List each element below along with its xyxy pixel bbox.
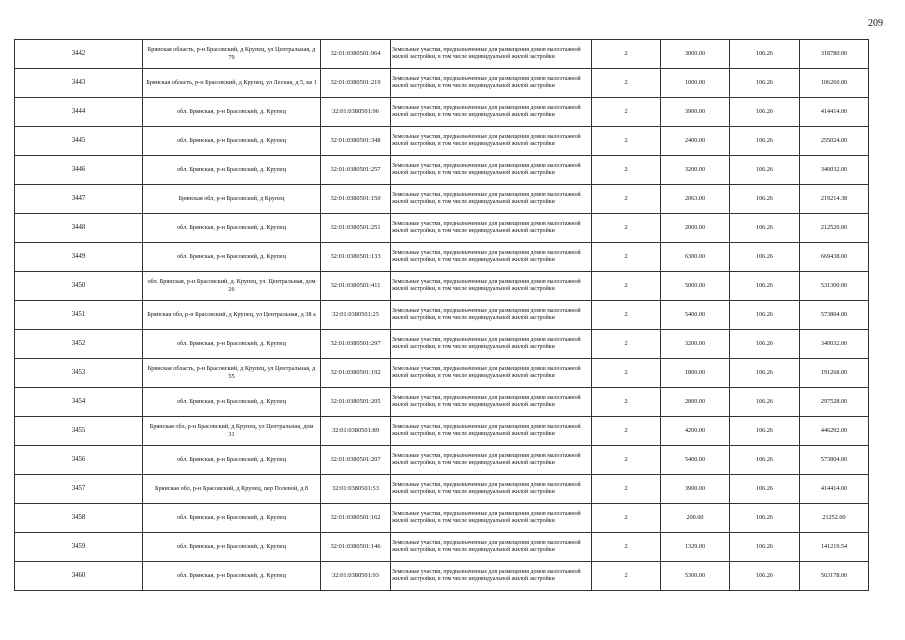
cell-specific-value: 106.26 [730,98,800,127]
cell-group: 2 [592,417,661,446]
cell-cadastral-number: 32:01:0380501:411 [321,272,391,301]
cell-address: обл. Брянская, р-н Брасовский, д. Крупец [143,127,321,156]
cell-land-use: Земельные участки, предназначенные для размещения домов малоэтажной жилой застройки, в том числе индивидуальной жилой застройки [391,127,592,156]
cell-land-use: Земельные участки, предназначенные для размещения домов малоэтажной жилой застройки, в том числе индивидуальной жилой застройки [391,243,592,272]
cell-row-number: 3449 [15,243,143,272]
cell-cadastral-number: 32:01:0380501:207 [321,446,391,475]
cell-cadastral-value: 255024.00 [800,127,869,156]
table-row [15,504,869,533]
cell-cadastral-value: 446292.00 [800,417,869,446]
cell-area: 5300.00 [661,562,730,591]
cell-row-number: 3455 [15,417,143,446]
cell-land-use: Земельные участки, предназначенные для размещения домов малоэтажной жилой застройки, в том числе индивидуальной жилой застройки [391,156,592,185]
table-row [15,475,869,504]
cell-specific-value: 106.26 [730,388,800,417]
table-row [15,127,869,156]
cell-cadastral-value: 212520.00 [800,214,869,243]
table-row [15,417,869,446]
table-row [15,562,869,591]
cell-cadastral-value: 141219.54 [800,533,869,562]
cell-address: обл. Брянская, р-н Брасовский, д. Крупец [143,562,321,591]
cell-address: обл. Брянская, р-н Брасовский, д. Крупец [143,330,321,359]
cell-area: 3200.00 [661,156,730,185]
cell-cadastral-number: 32:01:0380501:192 [321,359,391,388]
cell-land-use: Земельные участки, предназначенные для размещения домов малоэтажной жилой застройки, в том числе индивидуальной жилой застройки [391,446,592,475]
cell-row-number: 3452 [15,330,143,359]
cell-group: 2 [592,40,661,69]
cell-cadastral-value: 531300.00 [800,272,869,301]
cell-land-use: Земельные участки, предназначенные для размещения домов малоэтажной жилой застройки, в том числе индивидуальной жилой застройки [391,301,592,330]
cell-group: 2 [592,562,661,591]
cell-address: обл. Брянская, р-н Брасовский, д. Крупец [143,446,321,475]
cell-cadastral-number: 32:01:0380501:150 [321,185,391,214]
cell-cadastral-value: 106260.00 [800,69,869,98]
cell-group: 2 [592,475,661,504]
cell-specific-value: 106.26 [730,504,800,533]
table-row [15,359,869,388]
cell-row-number: 3445 [15,127,143,156]
cell-address: Брянская обл, р-н Брасовский, д Крупец, пер Полевой, д 8 [143,475,321,504]
cell-land-use: Земельные участки, предназначенные для размещения домов малоэтажной жилой застройки, в том числе индивидуальной жилой застройки [391,272,592,301]
cell-cadastral-number: 32:01:0380501:251 [321,214,391,243]
cell-cadastral-value: 318780.00 [800,40,869,69]
cell-specific-value: 106.26 [730,417,800,446]
page-number: 209 [868,18,883,29]
cell-cadastral-value: 219214.38 [800,185,869,214]
cell-row-number: 3451 [15,301,143,330]
cell-land-use: Земельные участки, предназначенные для размещения домов малоэтажной жилой застройки, в том числе индивидуальной жилой застройки [391,214,592,243]
cell-row-number: 3448 [15,214,143,243]
table-row [15,388,869,417]
cell-cadastral-value: 340032.00 [800,156,869,185]
cell-group: 2 [592,446,661,475]
table-row [15,243,869,272]
cell-row-number: 3450 [15,272,143,301]
cell-area: 5400.00 [661,301,730,330]
cell-cadastral-value: 297528.00 [800,388,869,417]
cell-group: 2 [592,185,661,214]
table-row [15,185,869,214]
cell-group: 2 [592,301,661,330]
cell-area: 2800.00 [661,388,730,417]
cell-cadastral-value: 414414.00 [800,98,869,127]
cell-land-use: Земельные участки, предназначенные для размещения домов малоэтажной жилой застройки, в том числе индивидуальной жилой застройки [391,562,592,591]
cell-row-number: 3458 [15,504,143,533]
cell-row-number: 3457 [15,475,143,504]
cell-address: Брянская обл, р-н Брасовский, д Крупец, ул Центральная, д 38 а [143,301,321,330]
cell-address: обл. Брянская, р-н Брасовский, д. Крупец [143,156,321,185]
cell-group: 2 [592,127,661,156]
cell-address: обл. Брянская, р-н Брасовский, д. Крупец, ул. Центральная, дом 26 [143,272,321,301]
cell-area: 4200.00 [661,417,730,446]
cell-cadastral-value: 573804.00 [800,301,869,330]
cell-area: 5400.00 [661,446,730,475]
cell-cadastral-value: 21252.00 [800,504,869,533]
cell-cadastral-number: 32:01:0380501:205 [321,388,391,417]
cell-cadastral-number: 32:01:0380501:96 [321,98,391,127]
cell-land-use: Земельные участки, предназначенные для размещения домов малоэтажной жилой застройки, в том числе индивидуальной жилой застройки [391,475,592,504]
cell-group: 2 [592,156,661,185]
cell-row-number: 3447 [15,185,143,214]
cell-cadastral-number: 32:01:0380501:53 [321,475,391,504]
cell-specific-value: 106.26 [730,185,800,214]
cell-area: 2063.00 [661,185,730,214]
cell-address: обл. Брянская, р-н Брасовский, д. Крупец [143,98,321,127]
cell-address: Брянская обл, р-н Брасовский, д Крупец [143,185,321,214]
cell-area: 6300.00 [661,243,730,272]
cell-land-use: Земельные участки, предназначенные для размещения домов малоэтажной жилой застройки, в том числе индивидуальной жилой застройки [391,69,592,98]
cell-area: 1000.00 [661,69,730,98]
cell-cadastral-number: 32:01:0380501:93 [321,562,391,591]
cell-specific-value: 106.26 [730,40,800,69]
cell-cadastral-value: 191268.00 [800,359,869,388]
table-row [15,533,869,562]
table-row [15,214,869,243]
cell-row-number: 3456 [15,446,143,475]
cell-cadastral-number: 32:01:0380501:219 [321,69,391,98]
cell-cadastral-number: 32:01:0380501:348 [321,127,391,156]
cell-land-use: Земельные участки, предназначенные для размещения домов малоэтажной жилой застройки, в том числе индивидуальной жилой застройки [391,359,592,388]
cell-address: обл. Брянская, р-н Брасовский, д. Крупец [143,214,321,243]
cell-land-use: Земельные участки, предназначенные для размещения домов малоэтажной жилой застройки, в том числе индивидуальной жилой застройки [391,185,592,214]
cell-area: 1800.00 [661,359,730,388]
cell-specific-value: 106.26 [730,446,800,475]
cell-address: обл. Брянская, р-н Брасовский, д. Крупец [143,388,321,417]
cell-area: 200.00 [661,504,730,533]
cell-cadastral-number: 32:01:0380501:146 [321,533,391,562]
cell-area: 3900.00 [661,475,730,504]
cell-land-use: Земельные участки, предназначенные для размещения домов малоэтажной жилой застройки, в том числе индивидуальной жилой застройки [391,388,592,417]
cell-row-number: 3444 [15,98,143,127]
cell-cadastral-number: 32:01:0380501:964 [321,40,391,69]
cell-specific-value: 106.26 [730,272,800,301]
cell-area: 3200.00 [661,330,730,359]
table-row [15,69,869,98]
cell-specific-value: 106.26 [730,127,800,156]
cell-specific-value: 106.26 [730,214,800,243]
cell-area: 5000.00 [661,272,730,301]
cell-group: 2 [592,69,661,98]
cell-group: 2 [592,98,661,127]
table-row [15,98,869,127]
land-parcels-table [14,39,869,591]
cell-address: Брянская область, р-н Брасовский, д Крупец, ул Центральная, д 55 [143,359,321,388]
cell-address: Брянская область, р-н Брасовский, д Крупец, ул Центральная, д 79 [143,40,321,69]
cell-row-number: 3460 [15,562,143,591]
cell-group: 2 [592,533,661,562]
cell-row-number: 3453 [15,359,143,388]
cell-group: 2 [592,272,661,301]
cell-row-number: 3446 [15,156,143,185]
cell-cadastral-number: 32:01:0380501:89 [321,417,391,446]
cell-area: 2000.00 [661,214,730,243]
cell-land-use: Земельные участки, предназначенные для размещения домов малоэтажной жилой застройки, в том числе индивидуальной жилой застройки [391,98,592,127]
cell-specific-value: 106.26 [730,301,800,330]
cell-row-number: 3454 [15,388,143,417]
cell-group: 2 [592,330,661,359]
cell-specific-value: 106.26 [730,243,800,272]
cell-address: обл. Брянская, р-н Брасовский, д. Крупец [143,243,321,272]
cell-address: Брянская обл, р-н Брасовский, д Крупец, ул Центральная, дом 31 [143,417,321,446]
cell-area: 2400.00 [661,127,730,156]
cell-specific-value: 106.26 [730,156,800,185]
table-row [15,272,869,301]
cell-cadastral-value: 563178.00 [800,562,869,591]
cell-address: обл. Брянская, р-н Брасовский, д. Крупец [143,533,321,562]
cell-land-use: Земельные участки, предназначенные для размещения домов малоэтажной жилой застройки, в том числе индивидуальной жилой застройки [391,533,592,562]
cell-specific-value: 106.26 [730,475,800,504]
table-row [15,301,869,330]
cell-cadastral-value: 340032.00 [800,330,869,359]
cell-address: обл. Брянская, р-н Брасовский, д. Крупец [143,504,321,533]
table-row [15,40,869,69]
cell-group: 2 [592,359,661,388]
cell-cadastral-number: 32:01:0380501:257 [321,156,391,185]
cell-land-use: Земельные участки, предназначенные для размещения домов малоэтажной жилой застройки, в том числе индивидуальной жилой застройки [391,417,592,446]
cell-group: 2 [592,504,661,533]
cell-row-number: 3459 [15,533,143,562]
cell-group: 2 [592,214,661,243]
cell-group: 2 [592,243,661,272]
cell-cadastral-value: 669438.00 [800,243,869,272]
cell-specific-value: 106.26 [730,330,800,359]
cell-land-use: Земельные участки, предназначенные для размещения домов малоэтажной жилой застройки, в том числе индивидуальной жилой застройки [391,40,592,69]
cell-group: 2 [592,388,661,417]
cell-area: 3900.00 [661,98,730,127]
table-row [15,330,869,359]
cell-specific-value: 106.26 [730,69,800,98]
cell-land-use: Земельные участки, предназначенные для размещения домов малоэтажной жилой застройки, в том числе индивидуальной жилой застройки [391,330,592,359]
table-row [15,446,869,475]
cell-specific-value: 106.26 [730,359,800,388]
cell-specific-value: 106.26 [730,562,800,591]
cell-area: 1329.00 [661,533,730,562]
cell-cadastral-value: 573804.00 [800,446,869,475]
cell-cadastral-number: 32:01:0380501:133 [321,243,391,272]
table-body [15,40,869,591]
cell-cadastral-value: 414414.00 [800,475,869,504]
cell-land-use: Земельные участки, предназначенные для размещения домов малоэтажной жилой застройки, в том числе индивидуальной жилой застройки [391,504,592,533]
cell-address: Брянская область, р-н Брасовский, д Крупец, ул Лесная, д 5, кв 1 [143,69,321,98]
cell-specific-value: 106.26 [730,533,800,562]
cell-row-number: 3442 [15,40,143,69]
table-row [15,156,869,185]
cell-cadastral-number: 32:01:0380501:25 [321,301,391,330]
cell-cadastral-number: 32:01:0380501:162 [321,504,391,533]
cell-area: 3000.00 [661,40,730,69]
cell-row-number: 3443 [15,69,143,98]
cell-cadastral-number: 32:01:0380501:297 [321,330,391,359]
